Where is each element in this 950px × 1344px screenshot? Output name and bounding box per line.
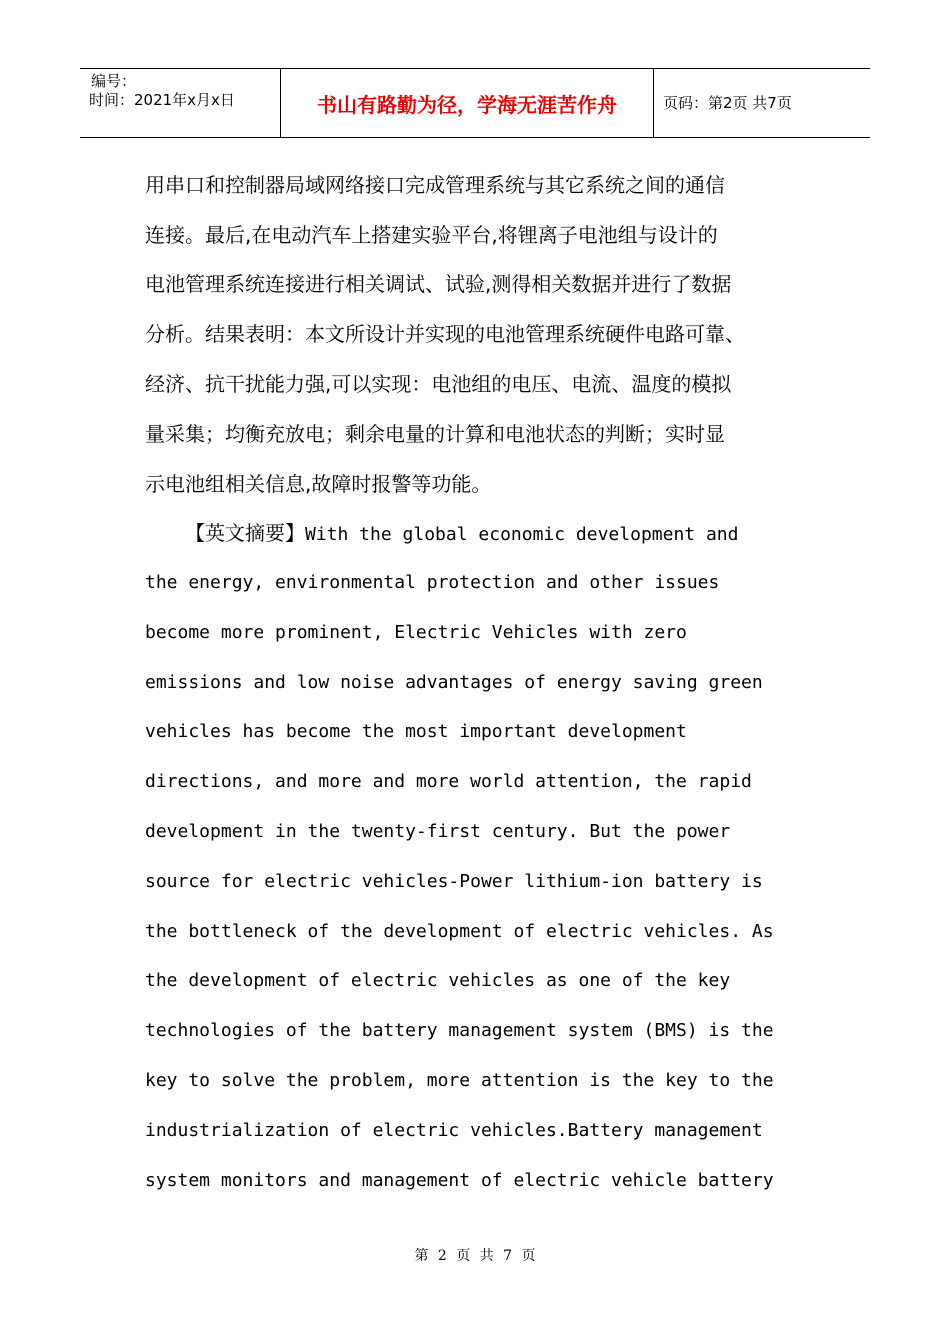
header-motto-cell bbox=[281, 69, 654, 137]
page-footer: 第 2 页 共 7 页 bbox=[414, 1248, 536, 1264]
text-line: 连接。最后,在电动汽车上搭建实验平台,将锂离子电池组与设计的 bbox=[145, 223, 718, 247]
text-line: 分析。结果表明：本文所设计并实现的电池管理系统硬件电路可靠、 bbox=[145, 322, 745, 346]
abstract-first-line bbox=[185, 521, 738, 547]
text-line: 经济、抗干扰能力强,可以实现：电池组的电压、电流、温度的模拟 bbox=[145, 372, 732, 396]
text-line: vehicles has become the most important development bbox=[145, 721, 687, 742]
text-line: the energy, environmental protection and other issues bbox=[145, 572, 720, 593]
text-line: the bottleneck of the development of electric vehicles. As bbox=[145, 921, 774, 942]
page-header bbox=[80, 68, 870, 138]
text-line: source for electric vehicles-Power lithium-ion battery is bbox=[145, 871, 763, 892]
text-line: key to solve the problem, more attention is the key to the bbox=[145, 1070, 774, 1091]
text-line: system monitors and management of electric vehicle battery bbox=[145, 1170, 774, 1191]
abstract-heading: 【英文摘要】 bbox=[185, 521, 305, 545]
text-line: 量采集；均衡充放电；剩余电量的计算和电池状态的判断；实时显 bbox=[145, 422, 725, 446]
text-line: emissions and low noise advantages of energy saving green bbox=[145, 672, 763, 693]
text-line: become more prominent, Electric Vehicles with zero bbox=[145, 622, 687, 643]
text-line: industrialization of electric vehicles.Battery management bbox=[145, 1120, 763, 1141]
text-line: technologies of the battery management system (BMS) is the bbox=[145, 1020, 774, 1041]
date-label: 时间：2021年x月x日 bbox=[89, 91, 235, 109]
text-line: 用串口和控制器局域网络接口完成管理系统与其它系统之间的通信 bbox=[145, 173, 725, 197]
header-page-cell bbox=[654, 69, 870, 137]
page-label: 页码：第2页 共7页 bbox=[663, 94, 792, 112]
motto-text: 书山有路勤为径，学海无涯苦作舟 bbox=[317, 92, 617, 117]
text-line: the development of electric vehicles as one of the key bbox=[145, 970, 731, 991]
text-line: 电池管理系统连接进行相关调试、试验,测得相关数据并进行了数据 bbox=[145, 272, 732, 296]
text-line: development in the twenty-first century. But the power bbox=[145, 821, 731, 842]
text-line: 示电池组相关信息,故障时报警等功能。 bbox=[145, 472, 492, 496]
text-line: directions, and more and more world attention, the rapid bbox=[145, 771, 752, 792]
text-line: With the global economic development and bbox=[305, 524, 739, 545]
header-meta-cell bbox=[80, 69, 281, 137]
number-label: 编号： bbox=[91, 72, 137, 90]
